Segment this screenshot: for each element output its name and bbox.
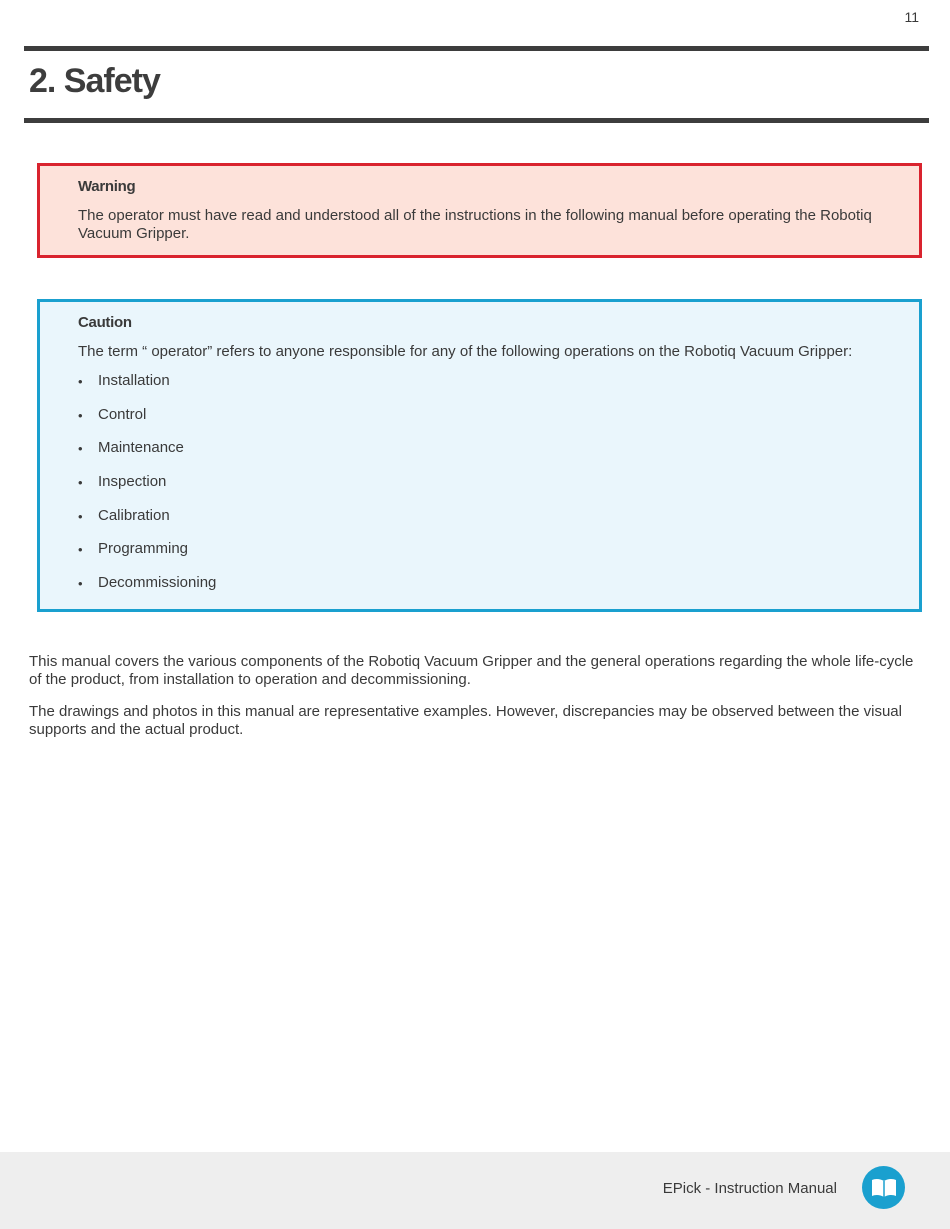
header-top-rule [24, 46, 929, 51]
operations-list [78, 371, 879, 607]
page-title: 2. Safety [29, 62, 160, 100]
body-paragraph-1: This manual covers the various components of the Robotiq Vacuum Gripper and the general operations regarding the whole life-cycle of the product, from installation to operation and decommissioning. [29, 653, 914, 688]
warning-text: The operator must have read and understood all of the instructions in the following manual before operating the Robotiq Vacuum Gripper. [78, 207, 872, 242]
page-number: 11 [904, 9, 919, 25]
warning-heading: Warning [78, 178, 136, 195]
list-item: • Calibration [78, 506, 879, 540]
list-item: • Decommissioning [78, 573, 879, 607]
list-item: • Programming [78, 539, 879, 573]
footer-title: EPick - Instruction Manual [662, 1180, 837, 1197]
book-icon [862, 1166, 905, 1209]
header-bottom-rule [24, 118, 929, 123]
caution-box [37, 299, 922, 612]
list-item: • Maintenance [78, 438, 879, 472]
caution-text: The term “ operator” refers to anyone responsible for any of the following operations on the Robotiq Vacuum Gripper: [78, 343, 853, 360]
list-item: • Inspection [78, 472, 879, 506]
list-item: • Installation [78, 371, 879, 405]
list-item: • Control [78, 405, 879, 439]
warning-box [37, 163, 922, 258]
caution-heading: Caution [78, 314, 132, 331]
body-paragraph-2: The drawings and photos in this manual are representative examples. However, discrepancies may be observed between the visual supports and the actual product. [29, 703, 902, 738]
footer [0, 1152, 950, 1229]
